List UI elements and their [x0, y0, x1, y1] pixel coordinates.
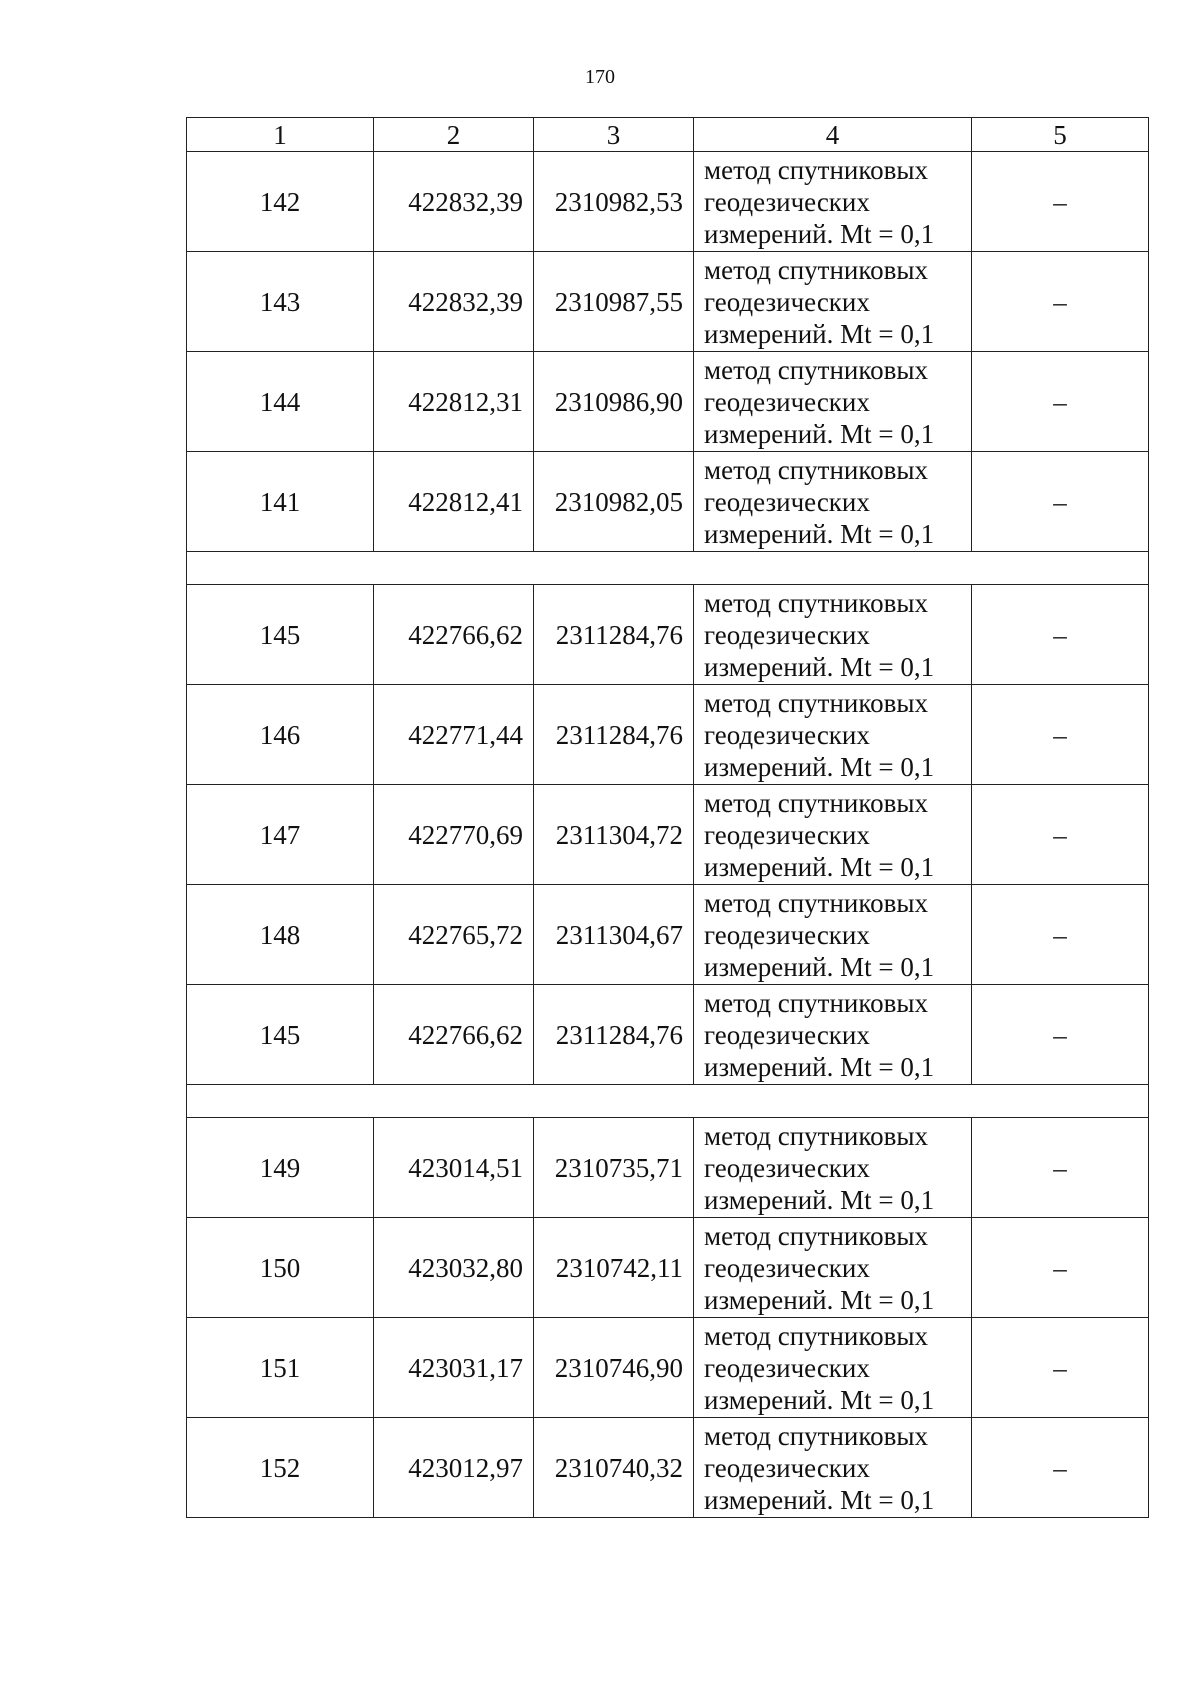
method-line: измерений. Mt = 0,1	[704, 1184, 935, 1215]
table-row	[187, 685, 1149, 785]
point-number-cell: 149	[187, 1118, 374, 1218]
table-row	[187, 352, 1149, 452]
method-line: геодезических	[704, 486, 870, 517]
table-row	[187, 1218, 1149, 1318]
table-row	[187, 985, 1149, 1085]
note-cell: –	[972, 352, 1149, 452]
point-number-cell: 146	[187, 685, 374, 785]
point-number-cell: 152	[187, 1418, 374, 1518]
method-cell	[694, 252, 972, 352]
table-row	[187, 252, 1149, 352]
method-line: геодезических	[704, 1152, 870, 1183]
method-cell	[694, 352, 972, 452]
column-header-5: 5	[972, 118, 1149, 152]
coordinate-x-cell: 422812,31	[374, 352, 534, 452]
table-header-row	[187, 118, 1149, 152]
method-line: измерений. Mt = 0,1	[704, 318, 935, 349]
method-line: метод спутниковых	[704, 887, 928, 918]
coordinate-y-cell: 2310986,90	[534, 352, 694, 452]
coordinate-x-cell: 422832,39	[374, 252, 534, 352]
method-line: метод спутниковых	[704, 254, 928, 285]
table-row	[187, 152, 1149, 252]
coordinates-table	[186, 117, 1149, 1518]
group-separator-cell	[187, 552, 1149, 585]
note-cell: –	[972, 985, 1149, 1085]
method-line: метод спутниковых	[704, 687, 928, 718]
method-line: измерений. Mt = 0,1	[704, 418, 935, 449]
method-cell	[694, 1418, 972, 1518]
coordinate-y-cell: 2311284,76	[534, 585, 694, 685]
column-header-3: 3	[534, 118, 694, 152]
note-cell: –	[972, 1418, 1149, 1518]
note-cell: –	[972, 452, 1149, 552]
method-line: метод спутниковых	[704, 1220, 928, 1251]
method-line: геодезических	[704, 1352, 870, 1383]
coordinate-x-cell: 423032,80	[374, 1218, 534, 1318]
note-cell: –	[972, 785, 1149, 885]
table-body	[187, 152, 1149, 1518]
method-cell	[694, 1118, 972, 1218]
point-number-cell: 151	[187, 1318, 374, 1418]
method-line: измерений. Mt = 0,1	[704, 851, 935, 882]
method-line: геодезических	[704, 1252, 870, 1283]
method-line: метод спутниковых	[704, 1420, 928, 1451]
coordinate-x-cell: 422832,39	[374, 152, 534, 252]
coordinate-y-cell: 2310982,53	[534, 152, 694, 252]
coordinate-x-cell: 422771,44	[374, 685, 534, 785]
method-line: геодезических	[704, 919, 870, 950]
method-line: измерений. Mt = 0,1	[704, 218, 935, 249]
note-cell: –	[972, 252, 1149, 352]
table-row	[187, 1118, 1149, 1218]
point-number-cell: 141	[187, 452, 374, 552]
method-line: метод спутниковых	[704, 454, 928, 485]
method-line: измерений. Mt = 0,1	[704, 951, 935, 982]
table-row	[187, 585, 1149, 685]
group-separator-row	[187, 1085, 1149, 1118]
coordinate-x-cell: 422766,62	[374, 985, 534, 1085]
method-cell	[694, 985, 972, 1085]
page-number: 170	[585, 66, 615, 88]
point-number-cell: 143	[187, 252, 374, 352]
coordinate-x-cell: 422770,69	[374, 785, 534, 885]
note-cell: –	[972, 585, 1149, 685]
method-line: метод спутниковых	[704, 787, 928, 818]
point-number-cell: 145	[187, 585, 374, 685]
group-separator-row	[187, 552, 1149, 585]
coordinate-y-cell: 2310982,05	[534, 452, 694, 552]
table-row	[187, 885, 1149, 985]
method-line: измерений. Mt = 0,1	[704, 1284, 935, 1315]
coordinate-y-cell: 2311304,72	[534, 785, 694, 885]
method-line: геодезических	[704, 719, 870, 750]
point-number-cell: 142	[187, 152, 374, 252]
table-row	[187, 1318, 1149, 1418]
method-line: измерений. Mt = 0,1	[704, 1484, 935, 1515]
column-header-2: 2	[374, 118, 534, 152]
note-cell: –	[972, 1218, 1149, 1318]
method-line: геодезических	[704, 1452, 870, 1483]
note-cell: –	[972, 685, 1149, 785]
note-cell: –	[972, 1318, 1149, 1418]
method-line: геодезических	[704, 186, 870, 217]
coordinate-x-cell: 423014,51	[374, 1118, 534, 1218]
method-cell	[694, 785, 972, 885]
coordinate-y-cell: 2310987,55	[534, 252, 694, 352]
method-cell	[694, 152, 972, 252]
column-header-1: 1	[187, 118, 374, 152]
method-line: метод спутниковых	[704, 354, 928, 385]
point-number-cell: 147	[187, 785, 374, 885]
method-line: геодезических	[704, 286, 870, 317]
point-number-cell: 150	[187, 1218, 374, 1318]
coordinate-x-cell: 423031,17	[374, 1318, 534, 1418]
point-number-cell: 148	[187, 885, 374, 985]
coordinate-y-cell: 2311284,76	[534, 985, 694, 1085]
method-line: геодезических	[704, 1019, 870, 1050]
method-line: измерений. Mt = 0,1	[704, 751, 935, 782]
coordinate-y-cell: 2310746,90	[534, 1318, 694, 1418]
method-line: геодезических	[704, 619, 870, 650]
coordinate-y-cell: 2310742,11	[534, 1218, 694, 1318]
note-cell: –	[972, 1118, 1149, 1218]
method-cell	[694, 685, 972, 785]
method-cell	[694, 1318, 972, 1418]
method-line: измерений. Mt = 0,1	[704, 651, 935, 682]
coordinate-x-cell: 423012,97	[374, 1418, 534, 1518]
method-line: измерений. Mt = 0,1	[704, 518, 935, 549]
table-row	[187, 785, 1149, 885]
method-line: метод спутниковых	[704, 1320, 928, 1351]
note-cell: –	[972, 885, 1149, 985]
coordinate-y-cell: 2310740,32	[534, 1418, 694, 1518]
coordinate-y-cell: 2311284,76	[534, 685, 694, 785]
method-line: метод спутниковых	[704, 987, 928, 1018]
coordinate-x-cell: 422765,72	[374, 885, 534, 985]
coordinate-x-cell: 422766,62	[374, 585, 534, 685]
method-cell	[694, 885, 972, 985]
group-separator-cell	[187, 1085, 1149, 1118]
note-cell: –	[972, 152, 1149, 252]
method-line: измерений. Mt = 0,1	[704, 1384, 935, 1415]
method-line: метод спутниковых	[704, 587, 928, 618]
table-row	[187, 452, 1149, 552]
table-row	[187, 1418, 1149, 1518]
coordinate-y-cell: 2311304,67	[534, 885, 694, 985]
method-line: метод спутниковых	[704, 1120, 928, 1151]
method-line: геодезических	[704, 386, 870, 417]
method-line: измерений. Mt = 0,1	[704, 1051, 935, 1082]
method-cell	[694, 585, 972, 685]
coordinate-x-cell: 422812,41	[374, 452, 534, 552]
method-cell	[694, 1218, 972, 1318]
coordinate-y-cell: 2310735,71	[534, 1118, 694, 1218]
column-header-4: 4	[694, 118, 972, 152]
point-number-cell: 144	[187, 352, 374, 452]
point-number-cell: 145	[187, 985, 374, 1085]
method-cell	[694, 452, 972, 552]
method-line: метод спутниковых	[704, 154, 928, 185]
method-line: геодезических	[704, 819, 870, 850]
